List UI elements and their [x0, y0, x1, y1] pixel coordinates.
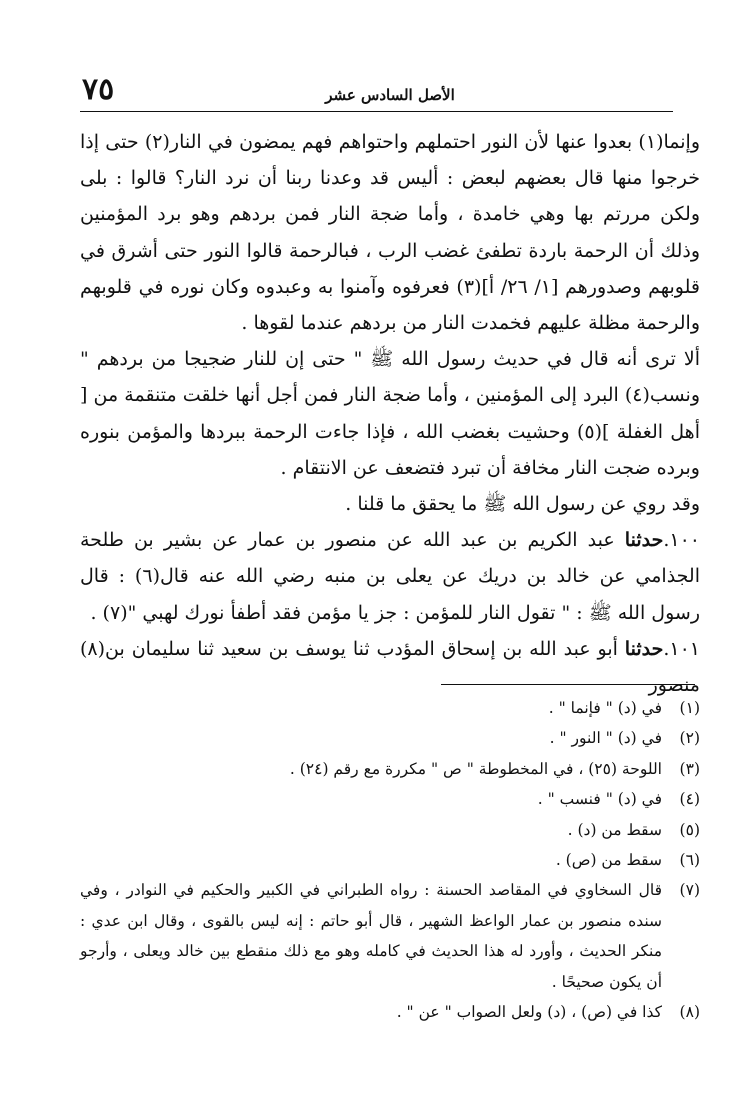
footnote-rule [441, 684, 695, 685]
running-head: الأصل السادس عشر [325, 86, 455, 104]
main-text [80, 124, 700, 703]
footnote-number: (٨) [679, 1003, 700, 1022]
footnote-text: في (د) " النور " . [549, 729, 662, 748]
hadith-number: ١٠٠. [663, 529, 700, 552]
footnote-number: (٧) [679, 881, 700, 900]
header-rule [80, 111, 673, 112]
footnote-3 [80, 754, 700, 784]
footnote-5 [80, 815, 700, 845]
footnote-text: سقط من (د) . [567, 820, 662, 839]
footnote-number: (١) [679, 699, 700, 717]
paragraph-3: وقد روي عن رسول الله ﷺ ما يحقق ما قلنا . [345, 493, 700, 516]
footnote-text: قال السخاوي في المقاصد الحسنة : رواه الطبراني في الكبير والحكيم في النوادر ، وفي سنده منصور بن عمار الواعظ الشهير ، قال أبو حاتم : إنه ليس بالقوى ، وقال ابن عدي : منكر الحديث ، وأورد له هذا الحديث في كامله وهو مع ذلك منقطع بين خالد ويعلى ، وأرجو أن يكون صحيحًا . [80, 881, 662, 991]
footnote-4 [80, 784, 700, 814]
footnote-2 [80, 723, 700, 753]
footnote-number: (٣) [679, 759, 700, 778]
footnote-number: (٦) [679, 851, 700, 870]
hadith-text: عبد الكريم بن عبد الله عن منصور بن عمار عن بشير بن طلحة الجذامي عن خالد بن دريك عن يعلى بن منبه رضي الله عنه قال(٦) : قال رسول الله ﷺ : " تقول النار للمؤمن : جز يا مؤمن فقد أطفأ نورك لهبي "(٧) . [80, 529, 700, 624]
hadith-100 [80, 522, 700, 631]
paragraph-2: ألا ترى أنه قال في حديث رسول الله ﷺ " حتى إن للنار ضجيجا من بردهم " ونسب(٤) البرد إلى المؤمنين ، وأما ضجة النار فمن أجل أنها خلقت متنقمة من [ أهل الغفلة ](٥) وحشيت بغضب الله ، فإذا جاءت الرحمة ببردها والمؤمن بنوره وبرده ضجت النار مخافة أن تبرد فتضعف عن الانتقام . [80, 348, 700, 479]
footnote-text: اللوحة (٢٥) ، في المخطوطة " ص " مكررة مع رقم (٢٤) . [289, 759, 662, 778]
haddathana-keyword: حدثنا [624, 637, 664, 660]
footnote-8 [80, 997, 700, 1027]
footnote-6 [80, 845, 700, 875]
footnote-number: (٥) [679, 820, 700, 839]
hadith-text: أبو عبد الله بن إسحاق المؤدب ثنا يوسف بن سعيد ثنا سليمان بن(٨) منصور [80, 637, 700, 697]
footnote-1 [80, 693, 700, 723]
footnote-text: كذا في (ص) ، (د) ولعل الصواب " عن " . [396, 1003, 662, 1022]
footnote-7 [80, 875, 700, 997]
footnote-text: في (د) " فنسب " . [537, 790, 662, 809]
footnote-text: سقط من (ص) . [555, 851, 662, 870]
paragraph-1: وإنما(١) بعدوا عنها لأن النور احتملهم واحتواهم فهم يمضون في النار(٢) حتى إذا خرجوا منها قال بعضهم لبعض : أليس قد وعدنا ربنا أن نرد النار؟ قالوا : بلى ولكن مررتم بها وهي خامدة ، وأما ضجة النار فمن بردهم وهو برد المؤمنين وذلك أن الرحمة باردة تطفئ غضب الرب ، فبالرحمة قالوا النور حتى أشرق في قلوبهم وصدورهم [١/ ٢٦/ أ](٣) فعرفوه وآمنوا به وعبدوه وكان نوره في قلوبهم والرحمة مظلة عليهم فخمدت النار من بردهم عندما لقوها . [80, 131, 700, 335]
footnote-number: (٢) [679, 729, 700, 748]
footnotes [80, 693, 700, 1027]
footnote-number: (٤) [679, 790, 700, 809]
haddathana-keyword: حدثنا [624, 529, 664, 552]
footnote-text: في (د) " فإنما " . [548, 699, 662, 717]
page-number: ٧٥ [82, 72, 115, 107]
hadith-number: ١٠١. [663, 637, 700, 660]
